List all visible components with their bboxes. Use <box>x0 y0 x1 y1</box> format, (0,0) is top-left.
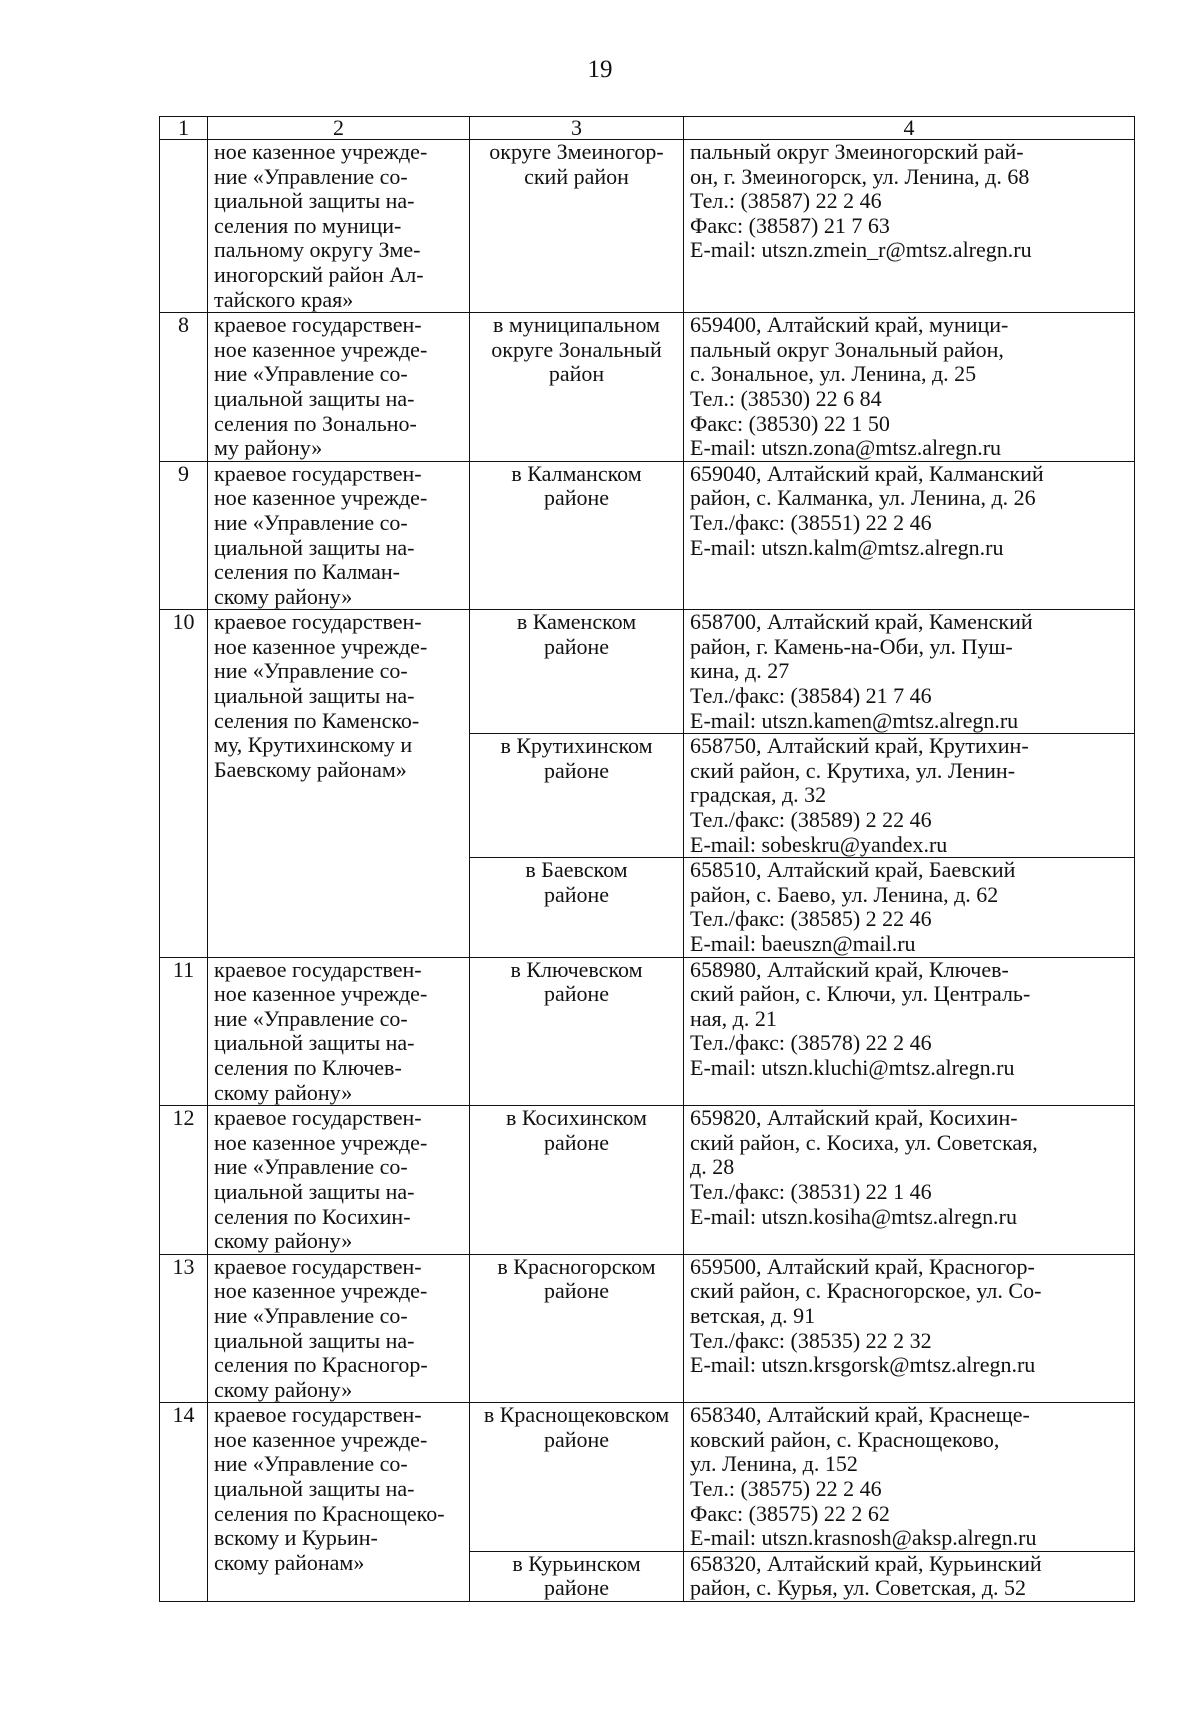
contact-address: 659820, Алтайский край, Косихин- ский район, с. Косиха, ул. Советская, д. 28 Тел./факс: (38531) 22 1 46 E-mail: utszn.kosiha@mtsz.alregn.ru <box>684 1106 1135 1255</box>
table-body <box>160 140 1135 1602</box>
institution-name: краевое государствен- ное казенное учрежде- ние «Управление со- циальной защиты на- селения по Каменско- му, Крутихинскому и Баевскому районам» <box>208 610 470 957</box>
table-row <box>160 1106 1135 1255</box>
table-row <box>160 957 1135 1106</box>
table-row <box>160 313 1135 462</box>
service-location: в Краснощековском районе <box>470 1403 684 1552</box>
contact-address: пальный округ Змеиногорский рай- он, г. Змеиногорск, ул. Ленина, д. 68 Тел.: (38587) 22 2 46 Факс: (38587) 21 7 63 E-mail: utszn.zmein_r@mtsz.alregn.ru <box>684 140 1135 313</box>
table-row <box>160 140 1135 313</box>
institution-name: краевое государствен- ное казенное учрежде- ние «Управление со- циальной защиты на- селения по Зонально- му району» <box>208 313 470 462</box>
service-location: в Косихинском районе <box>470 1106 684 1255</box>
service-location: округе Змеиногор- ский район <box>470 140 684 313</box>
contact-address: 659400, Алтайский край, муници- пальный округ Зональный район, с. Зональное, ул. Ленина, д. 25 Тел.: (38530) 22 6 84 Факс: (38530) 22 1 50 E-mail: utszn.zona@mtsz.alregn.ru <box>684 313 1135 462</box>
row-number <box>160 140 208 313</box>
table-row <box>160 1254 1135 1403</box>
row-number: 10 <box>160 610 208 957</box>
service-location: в Ключевском районе <box>470 957 684 1106</box>
contact-address: 658510, Алтайский край, Баевский район, с. Баево, ул. Ленина, д. 62 Тел./факс: (38585) 2 22 46 E-mail: baeuszn@mail.ru <box>684 858 1135 957</box>
institution-name: краевое государствен- ное казенное учрежде- ние «Управление со- циальной защиты на- селения по Краснощеко- вскому и Курьин- скому районам» <box>208 1403 470 1602</box>
table-row <box>160 461 1135 610</box>
page-number: 19 <box>587 56 613 83</box>
contact-address: 659500, Алтайский край, Красногор- ский район, с. Красногорское, ул. Со- ветская, д. 91 Тел./факс: (38535) 22 2 32 E-mail: utszn.krsgorsk@mtsz.alregn.ru <box>684 1254 1135 1403</box>
institution-name: краевое государствен- ное казенное учрежде- ние «Управление со- циальной защиты на- селения по Ключев- скому району» <box>208 957 470 1106</box>
contact-address: 658700, Алтайский край, Каменский район, г. Камень-на-Оби, ул. Пуш- кина, д. 27 Тел./факс: (38584) 21 7 46 E-mail: utszn.kamen@mtsz.alregn.ru <box>684 610 1135 734</box>
row-number: 11 <box>160 957 208 1106</box>
row-number: 8 <box>160 313 208 462</box>
service-location: в Крутихинском районе <box>470 734 684 858</box>
row-number: 9 <box>160 461 208 610</box>
table-row <box>160 1403 1135 1552</box>
table-header-row <box>160 117 1135 140</box>
institution-name: краевое государствен- ное казенное учрежде- ние «Управление со- циальной защиты на- селения по Косихин- скому району» <box>208 1106 470 1255</box>
contact-address: 658980, Алтайский край, Ключев- ский район, с. Ключи, ул. Централь- ная, д. 21 Тел./факс: (38578) 22 2 46 E-mail: utszn.kluchi@mtsz.alregn.ru <box>684 957 1135 1106</box>
contact-address: 658320, Алтайский край, Курьинский район, с. Курья, ул. Советская, д. 52 <box>684 1551 1135 1601</box>
service-location: в Красногорском районе <box>470 1254 684 1403</box>
row-number: 12 <box>160 1106 208 1255</box>
service-location: в муниципальном округе Зональный район <box>470 313 684 462</box>
institution-name: краевое государствен- ное казенное учрежде- ние «Управление со- циальной защиты на- селения по Калман- скому району» <box>208 461 470 610</box>
header-col-4: 4 <box>684 117 1135 140</box>
service-location: в Баевском районе <box>470 858 684 957</box>
header-col-3: 3 <box>470 117 684 140</box>
service-location: в Калманском районе <box>470 461 684 610</box>
contact-address: 659040, Алтайский край, Калманский район, с. Калманка, ул. Ленина, д. 26 Тел./факс: (38551) 22 2 46 E-mail: utszn.kalm@mtsz.alregn.ru <box>684 461 1135 610</box>
contact-address: 658340, Алтайский край, Краснеще- ковский район, с. Краснощеково, ул. Ленина, д. 152 Тел.: (38575) 22 2 46 Факс: (38575) 22 2 62 E-mail: utszn.krasnosh@aksp.alregn.ru <box>684 1403 1135 1552</box>
institutions-table <box>159 116 1135 1602</box>
header-col-2: 2 <box>208 117 470 140</box>
header-col-1: 1 <box>160 117 208 140</box>
row-number: 14 <box>160 1403 208 1602</box>
institution-name: ное казенное учрежде- ние «Управление со- циальной защиты на- селения по муници- пальному округу Зме- иногорский район Ал- тайского края» <box>208 140 470 313</box>
table-row <box>160 610 1135 734</box>
institution-name: краевое государствен- ное казенное учрежде- ние «Управление со- циальной защиты на- селения по Красногор- скому району» <box>208 1254 470 1403</box>
service-location: в Каменском районе <box>470 610 684 734</box>
service-location: в Курьинском районе <box>470 1551 684 1601</box>
row-number: 13 <box>160 1254 208 1403</box>
contact-address: 658750, Алтайский край, Крутихин- ский район, с. Крутиха, ул. Ленин- градская, д. 32 Тел./факс: (38589) 2 22 46 E-mail: sobeskru@yandex.ru <box>684 734 1135 858</box>
